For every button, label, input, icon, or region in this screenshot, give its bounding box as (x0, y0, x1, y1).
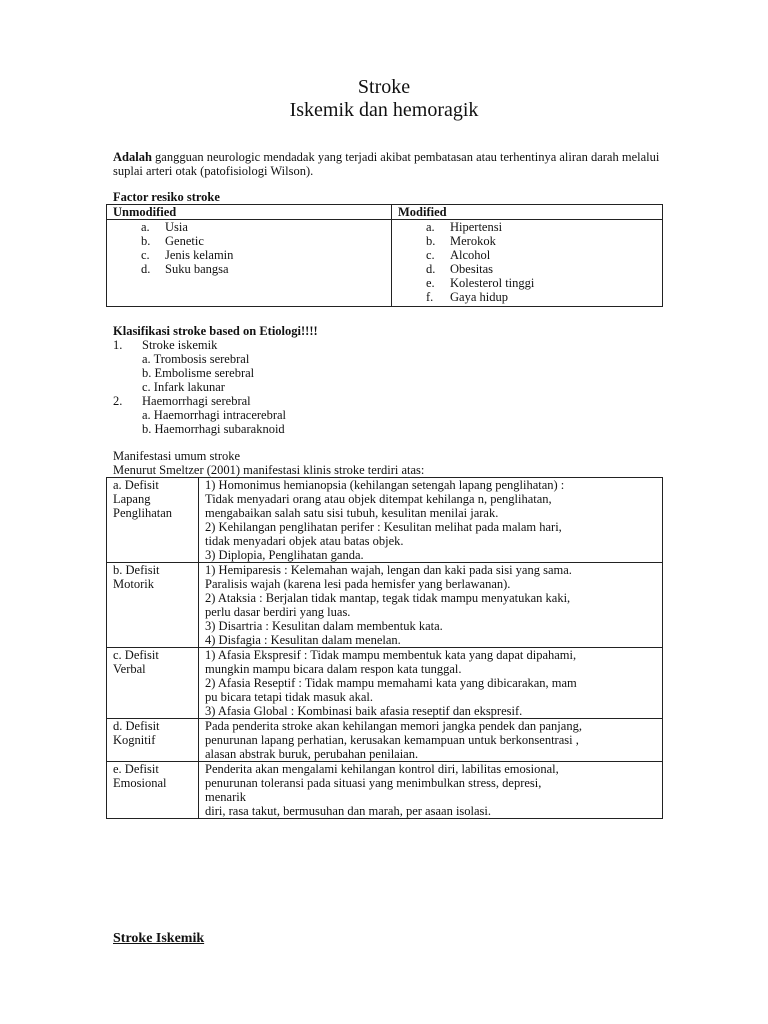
unmodified-cell (107, 220, 392, 307)
list-item: c. Alcohol (426, 248, 491, 262)
list-item: 1. Stroke iskemik (113, 338, 218, 352)
manifestation-table (106, 477, 663, 819)
list-item: d. Suku bangsa (141, 262, 229, 276)
modified-list (398, 220, 656, 304)
row-label: b. Defisit Motorik (107, 563, 199, 648)
modified-cell (392, 220, 663, 307)
table-row (107, 563, 663, 648)
list-item: c. Jenis kelamin (141, 248, 234, 262)
list-item: d. Obesitas (426, 262, 494, 276)
list-item: f. Gaya hidup (426, 290, 508, 304)
list-item: e. Kolesterol tinggi (426, 276, 535, 290)
table-row (107, 719, 663, 762)
section-heading: Stroke Iskemik (113, 931, 205, 946)
document-subtitle: Iskemik dan hemoragik (289, 99, 479, 121)
row-label: d. Defisit Kognitif (107, 719, 199, 762)
row-content: 1) Homonimus hemianopsia (kehilangan setengah lapang penglihatan) : Tidak menyadari orang atau objek ditempat kehilanga n, penglihatan, mengabaikan salah satu sisi tubuh, kesulitan menilai jarak. 2) Kehilangan penglihatan perifer : Kesulitan melihat pada malam hari, tidak menyadari objek atau batas objek. 3) Diplopia, Penglihatan ganda. (199, 478, 663, 563)
row-content: Penderita akan mengalami kehilangan kontrol diri, labilitas emosional, penurunan toleransi pada situasi yang menimbulkan stress, depresi, menarik diri, rasa takut, bermusuhan dan marah, per asaan isolasi. (199, 762, 663, 819)
row-label: c. Defisit Verbal (107, 648, 199, 719)
row-content: 1) Hemiparesis : Kelemahan wajah, lengan dan kaki pada sisi yang sama. Paralisis wajah (karena lesi pada hemisfer yang berlawanan). 2) Ataksia : Berjalan tidak mantap, tegak tidak mampu menyatukan kaki, perlu dasar berdiri yang luas. 3) Disartria : Kesulitan dalam membentuk kata. 4) Disfagia : Kesulitan dalam menelan. (199, 563, 663, 648)
list-item: a. Trombosis serebral (142, 352, 250, 366)
list-item: 2. Haemorrhagi serebral (113, 394, 251, 408)
table-header-row (107, 205, 663, 220)
list-item: a. Usia (141, 220, 188, 234)
table-row (107, 648, 663, 719)
list-item: a. Haemorrhagi intracerebral (142, 408, 287, 422)
definition-text: gangguan neurologic mendadak yang terjadi akibat pembatasan atau terhentinya aliran darah melalui suplai arteri otak (patofisiologi Wilson). (113, 150, 660, 178)
table-row (107, 762, 663, 819)
classification-heading: Klasifikasi stroke based on Etiologi!!!! (113, 324, 318, 338)
classification-section (113, 324, 673, 436)
row-content: 1) Afasia Ekspresif : Tidak mampu membentuk kata yang dapat dipahami, mungkin mampu bicara dalam respon kata tunggal. 2) Afasia Reseptif : Tidak mampu memahami kata yang dibicarakan, mam pu bicara tetapi tidak masuk akal. 3) Afasia Global : Kombinasi baik afasia reseptif dan ekspresif. (199, 648, 663, 719)
list-item: c. Infark lakunar (142, 380, 225, 394)
manifestation-heading: Manifestasi umum stroke (113, 449, 241, 463)
list-item: b. Genetic (141, 234, 204, 248)
manifestation-intro: Menurut Smeltzer (2001) manifestasi klinis stroke terdiri atas: (113, 463, 425, 477)
list-item: b. Haemorrhagi subaraknoid (142, 422, 285, 436)
risk-factor-heading: Factor resiko stroke (113, 190, 220, 204)
list-item: a. Hipertensi (426, 220, 503, 234)
row-content: Pada penderita stroke akan kehilangan memori jangka pendek dan panjang, penurunan lapang perhatian, kerusakan kemampuan untuk berkonsentrasi , alasan abstrak buruk, perubahan penilaian. (199, 719, 663, 762)
list-item: b. Merokok (426, 234, 496, 248)
row-label: a. Defisit Lapang Penglihatan (107, 478, 199, 563)
definition-term: Adalah (113, 150, 152, 164)
risk-factor-table (106, 204, 663, 307)
definition-paragraph (113, 150, 673, 178)
list-item: b. Embolisme serebral (142, 366, 255, 380)
row-label: e. Defisit Emosional (107, 762, 199, 819)
table-row (107, 478, 663, 563)
modified-header: Modified (392, 205, 663, 220)
unmodified-header: Unmodified (107, 205, 392, 220)
document-title: Stroke (357, 76, 411, 98)
table-row (107, 220, 663, 307)
unmodified-list (113, 220, 385, 276)
